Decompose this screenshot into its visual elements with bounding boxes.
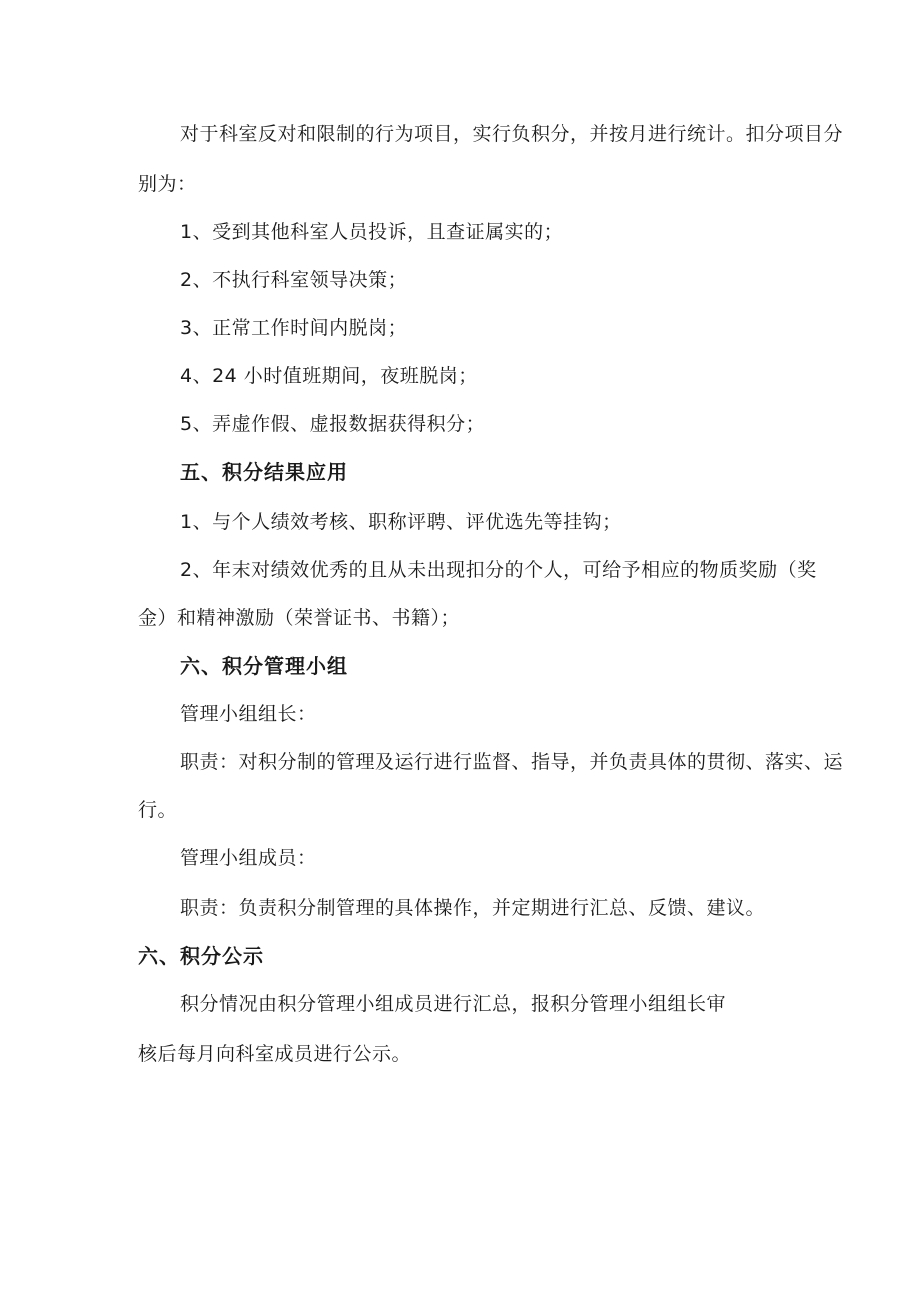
leader-duty-line-1: 职责：对积分制的管理及运行进行监督、指导，并负责具体的贯彻、落实、运: [180, 751, 844, 773]
member-duty: 职责：负责积分制管理的具体操作，并定期进行汇总、反馈、建议。: [180, 897, 766, 919]
member-label: 管理小组成员：: [180, 847, 317, 869]
intro-paragraph-line-1: 对于科室反对和限制的行为项目，实行负积分，并按月进行统计。扣分项目分: [180, 123, 844, 145]
leader-duty-line-2: 行。: [138, 799, 178, 821]
section-6-heading: 六、积分管理小组: [180, 654, 348, 678]
deduction-item-2: 2、不执行科室领导决策；: [180, 269, 408, 291]
section-5-item-2-line-2: 金）和精神激励（荣誉证书、书籍）；: [138, 607, 461, 629]
deduction-item-4: 4、24 小时值班期间，夜班脱岗；: [180, 365, 478, 387]
deduction-item-5: 5、弄虚作假、虚报数据获得积分；: [180, 413, 486, 435]
section-5-heading: 五、积分结果应用: [180, 460, 348, 484]
publicity-line-1: 积分情况由积分管理小组成员进行汇总，报积分管理小组组长审: [180, 993, 727, 1015]
intro-paragraph-line-2: 别为：: [138, 173, 197, 195]
section-6b-heading: 六、积分公示: [138, 944, 264, 968]
publicity-line-2: 核后每月向科室成员进行公示。: [138, 1043, 412, 1065]
deduction-item-3: 3、正常工作时间内脱岗；: [180, 317, 408, 339]
section-5-item-1: 1、与个人绩效考核、职称评聘、评优选先等挂钩；: [180, 511, 622, 533]
deduction-item-1: 1、受到其他科室人员投诉，且查证属实的；: [180, 221, 564, 243]
leader-label: 管理小组组长：: [180, 703, 317, 725]
section-5-item-2-line-1: 2、年末对绩效优秀的且从未出现扣分的个人，可给予相应的物质奖励（奖: [180, 559, 817, 581]
